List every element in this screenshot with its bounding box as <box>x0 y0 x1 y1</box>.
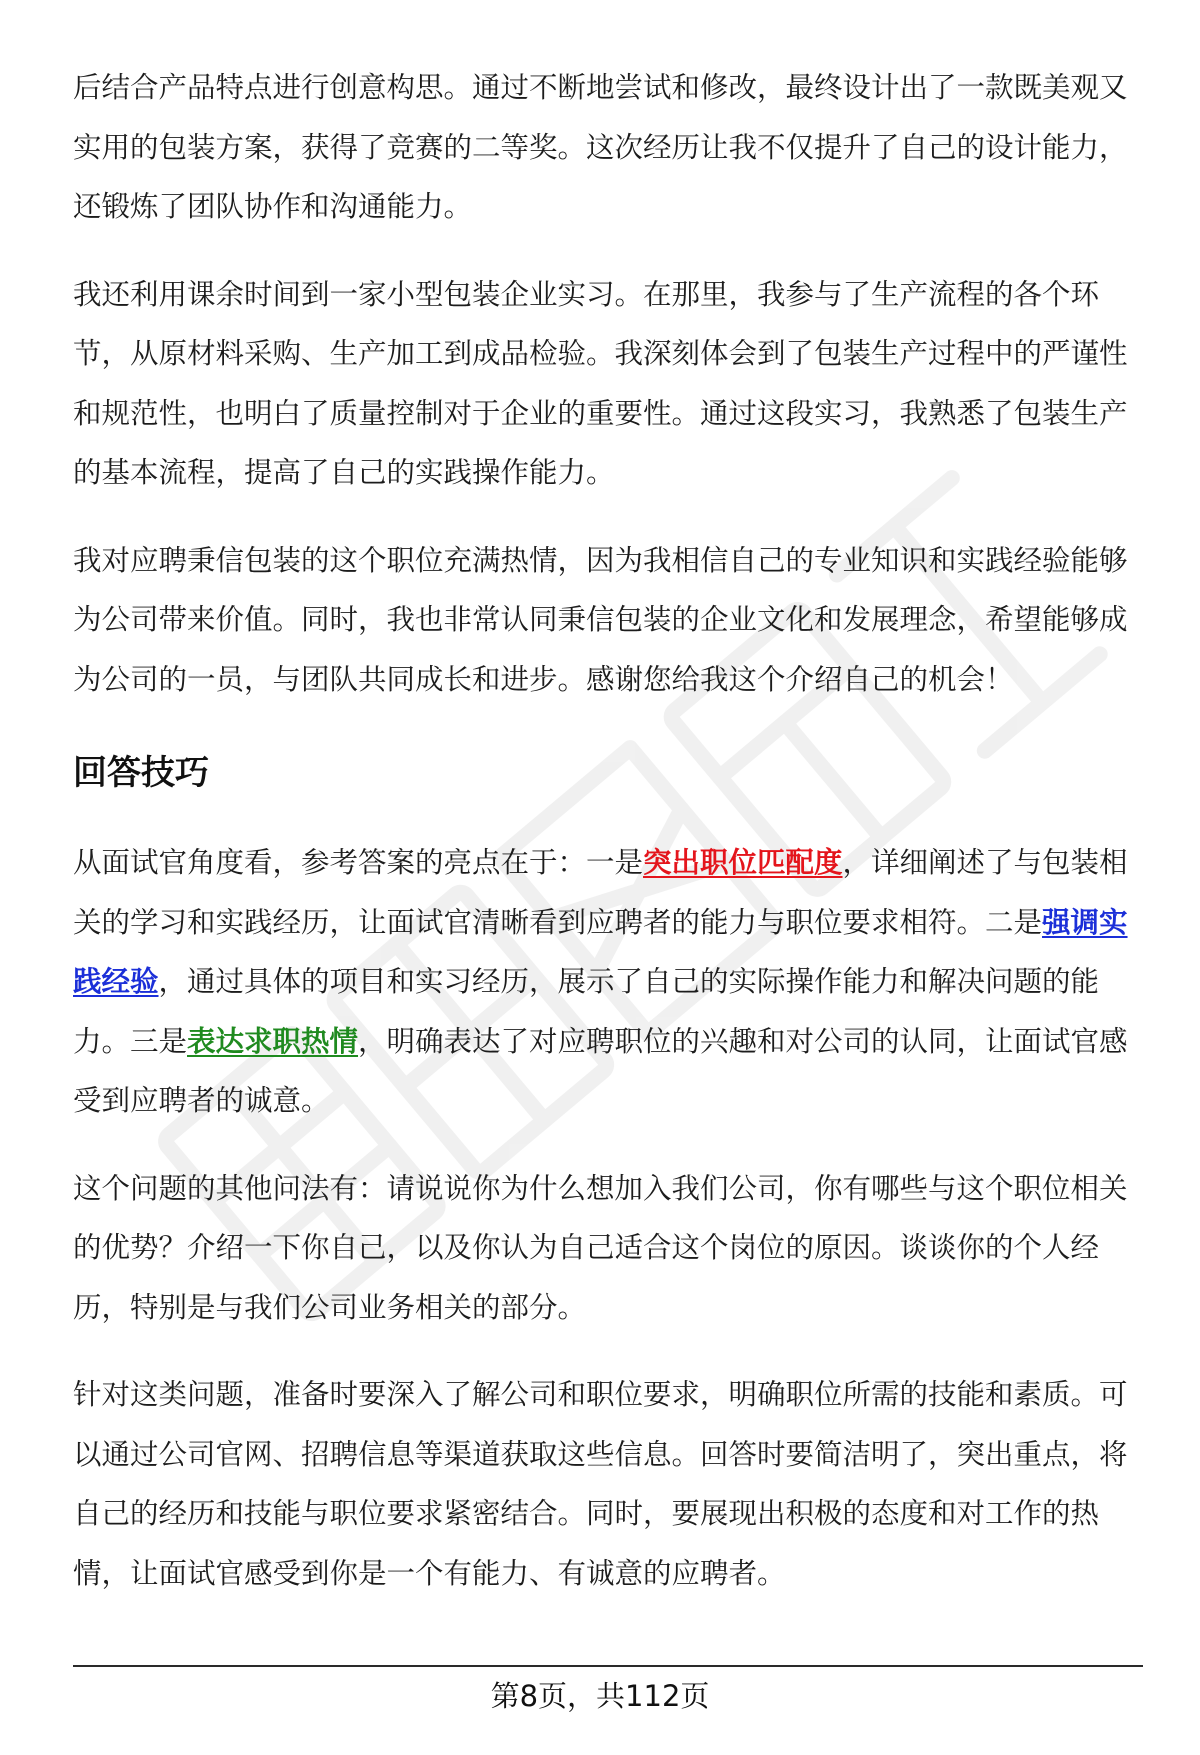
paragraph-internship: 我还利用课余时间到一家小型包装企业实习。在那里，我参与了生产流程的各个环节，从原材料采购、生产加工到成品检验。我深刻体会到了包装生产过程中的严谨性和规范性，也明白了质量控制对于企业的重要性。通过这段实习，我熟悉了包装生产的基本流程，提高了自己的实践操作能力。 <box>73 277 1128 489</box>
footer-divider <box>73 1665 1143 1667</box>
paragraph-motivation: 我对应聘秉信包装的这个职位充满热情，因为我相信自己的专业知识和实践经验能够为公司带来价值。同时，我也非常认同秉信包装的企业文化和发展理念，希望能够成为公司的一员，与团队共同成长和进步。感谢您给我这个介绍自己的机会！ <box>73 543 1128 696</box>
highlights-text-2: ，详细阐述了与包装相关的学习和实践经历，让面试官清晰看到应聘者的能力与职位要求相符。二是 <box>73 846 1128 939</box>
paragraph-preparation-advice: 针对这类问题，准备时要深入了解公司和职位要求，明确职位所需的技能和素质。可以通过公司官网、招聘信息等渠道获取这些信息。回答时要简洁明了，突出重点，将自己的经历和技能与职位要求紧密结合。同时，要展现出积极的态度和对工作的热情，让面试官感受到你是一个有能力、有诚意的应聘者。 <box>73 1378 1128 1590</box>
paragraph-design-competition: 后结合产品特点进行创意构思。通过不断地尝试和修改，最终设计出了一款既美观又实用的包装方案，获得了竞赛的二等奖。这次经历让我不仅提升了自己的设计能力，还锻炼了团队协作和沟通能力。 <box>73 71 1128 223</box>
highlight-job-enthusiasm: 表达求职热情 <box>187 1024 359 1058</box>
highlight-practical-experience: 强调实践经验 <box>73 905 1128 998</box>
highlights-text-3: ，通过具体的项目和实习经历，展示了自己的实际操作能力和解决问题的能力。三是 <box>73 965 1100 1058</box>
document-body <box>73 58 1143 1603</box>
highlights-text-4: ，明确表达了对应聘职位的兴趣和对公司的认同，让面试官感受到应聘者的诚意。 <box>73 1024 1128 1117</box>
page-number: 第8页，共112页 <box>490 1679 710 1713</box>
paragraph-alternative-questions: 这个问题的其他问法有：请说说你为什么想加入我们公司，你有哪些与这个职位相关的优势？介绍一下你自己，以及你认为自己适合这个岗位的原因。谈谈你的个人经历，特别是与我们公司业务相关的部分。 <box>73 1171 1128 1324</box>
section-heading-answer-tips: 回答技巧 <box>73 753 209 793</box>
paragraph-highlights <box>73 833 1143 1131</box>
highlight-job-match: 突出职位匹配度 <box>643 846 843 879</box>
highlights-text-1: 从面试官角度看，参考答案的亮点在于：一是 <box>73 846 644 879</box>
